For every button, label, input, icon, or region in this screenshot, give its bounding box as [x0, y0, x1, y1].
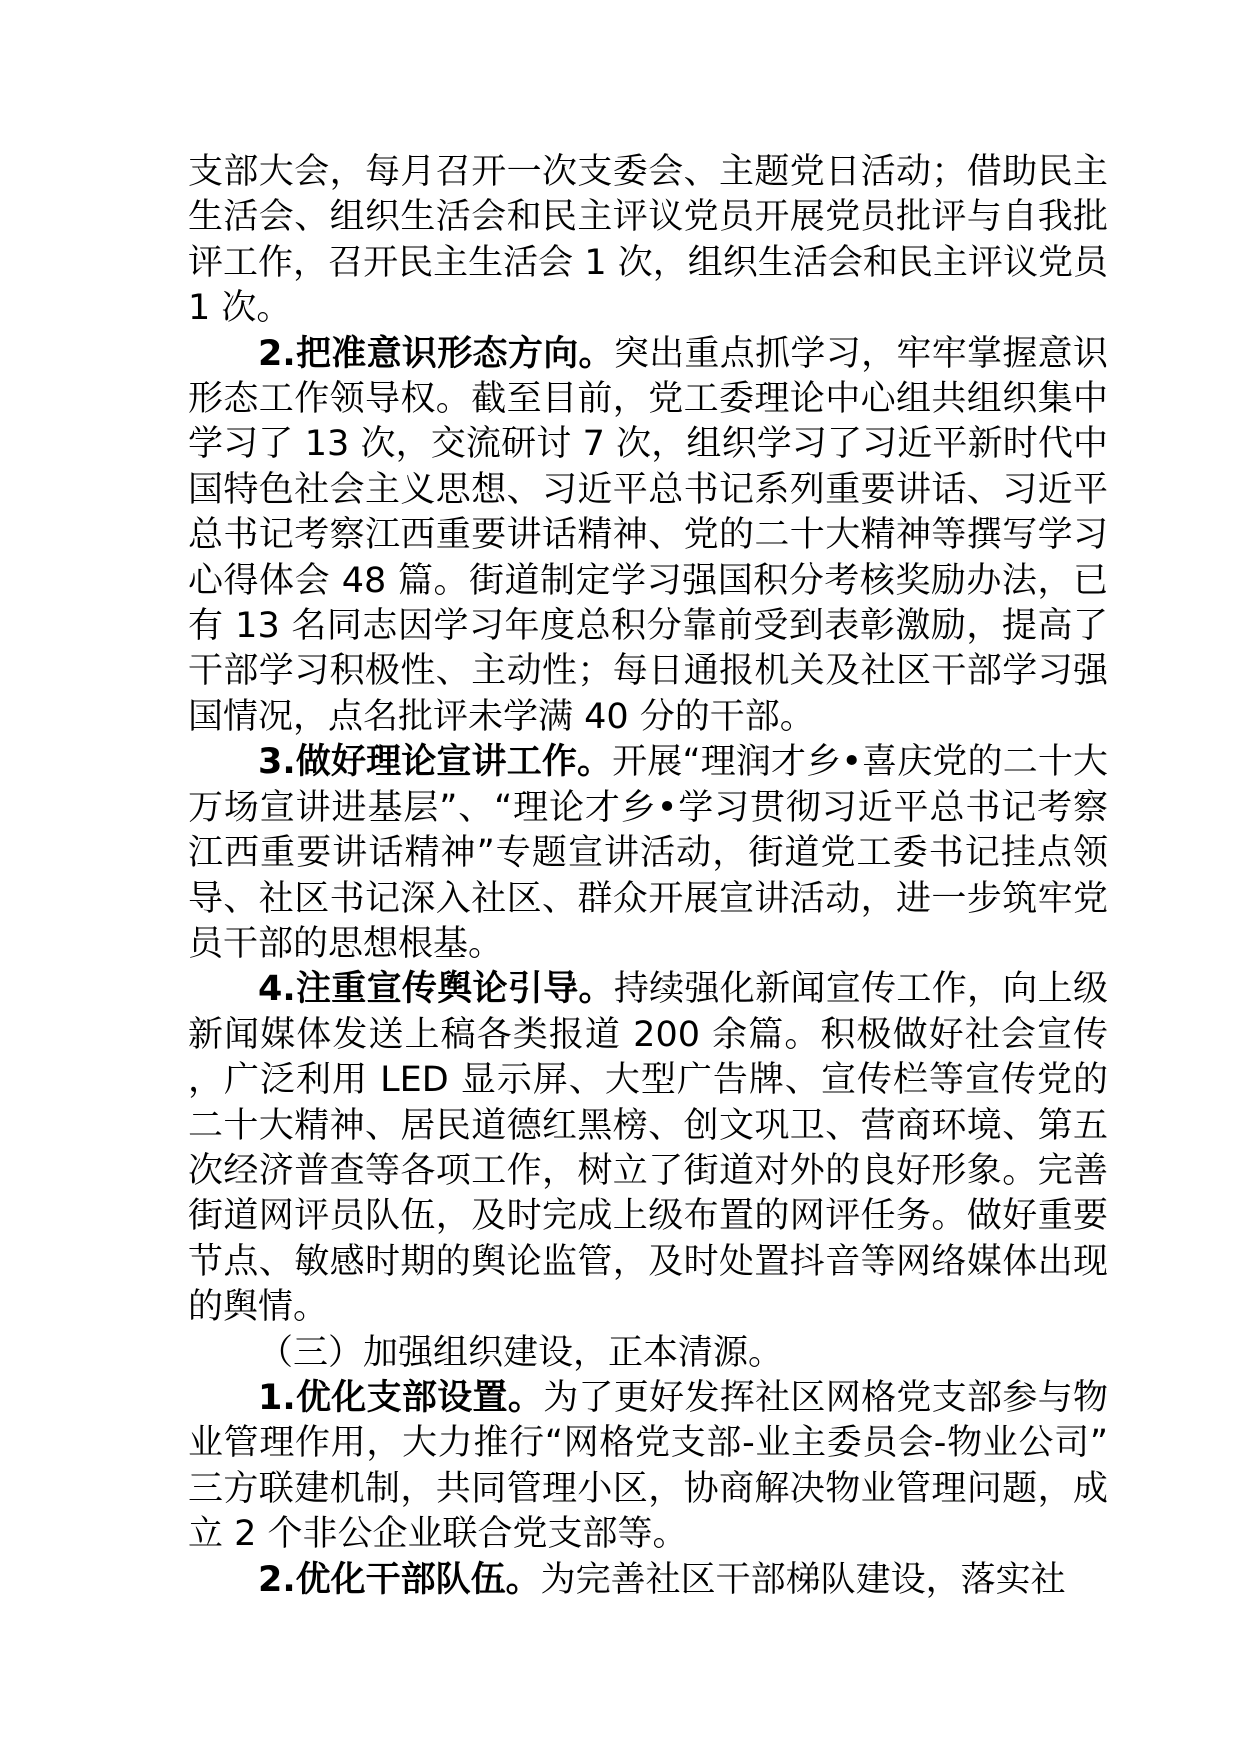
paragraph-6 [188, 1376, 1108, 1558]
section-heading-text: （三）加强组织建设，正本清源。 [258, 1332, 784, 1373]
paragraph-heading: 3.做好理论宣讲工作。 [258, 742, 613, 783]
paragraph-text: 为了更好发挥社区网格党支部参与物业管理作用，大力推行“网格党支部-业主委员会-物业公司”三方联建机制，共同管理小区，协商解决物业管理问题，成立 2 个非公企业联合党支部等。 [188, 1377, 1108, 1555]
paragraph-heading: 2.把准意识形态方向。 [258, 333, 614, 374]
paragraph-4 [188, 967, 1108, 1330]
paragraph-1 [188, 150, 1108, 332]
paragraph-7 [188, 1558, 1108, 1603]
paragraph-text: 开展“理润才乡•喜庆党的二十大 万场宣讲进基层”、“理论才乡•学习贯彻习近平总书记考察江西重要讲话精神”专题宣讲活动，街道党工委书记挂点领导、社区书记深入社区、群众开展宣讲活动，进一步筑牢党员干部的思想根基。 [188, 742, 1108, 964]
paragraph-3 [188, 740, 1108, 967]
paragraph-heading: 2.优化干部队伍。 [258, 1559, 541, 1600]
paragraph-2 [188, 332, 1108, 741]
paragraph-text: 为完善社区干部梯队建设，落实社 [540, 1559, 1066, 1600]
paragraph-text: 持续强化新闻宣传工作，向上级新闻媒体发送上稿各类报道 200 余篇。积极做好社会宣传，广泛利用 LED 显示屏、大型广告牌、宣传栏等宣传党的二十大精神、居民道德红黑榜、创文巩卫、营商环境、第五次经济普查等各项工作，树立了街道对外的良好形象。完善街道网评员队伍，及时完成上级布置的网评任务。做好重要节点、敏感时期的舆论监管，及时处置抖音等网络媒体出现的舆情。 [188, 969, 1108, 1328]
paragraph-text: 突出重点抓学习，牢牢掌握意识形态工作领导权。截至目前，党工委理论中心组共组织集中学习了 13 次，交流研讨 7 次，组织学习了习近平新时代中国特色社会主义思想、习近平总书记系列重要讲话、习近平总书记考察江西重要讲话精神、党的二十大精神等撰写学习心得体会 48 篇。街道制定学习强国积分考核奖励办法，已有 13 名同志因学习年度总积分靠前受到表彰激励，提高了干部学习积极性、主动性；每日通报机关及社区干部学习强国情况，点名批评未学满 40 分的干部。 [188, 333, 1108, 737]
paragraph-text: 支部大会，每月召开一次支委会、主题党日活动；借助民主生活会、组织生活会和民主评议党员开展党员批评与自我批评工作，召开民主生活会 1 次，组织生活会和民主评议党员 1 次。 [188, 152, 1108, 329]
paragraph-heading: 4.注重宣传舆论引导。 [258, 969, 614, 1010]
document-body [188, 150, 1108, 1603]
paragraph-heading: 1.优化支部设置。 [258, 1377, 544, 1418]
section-heading [188, 1331, 1108, 1376]
